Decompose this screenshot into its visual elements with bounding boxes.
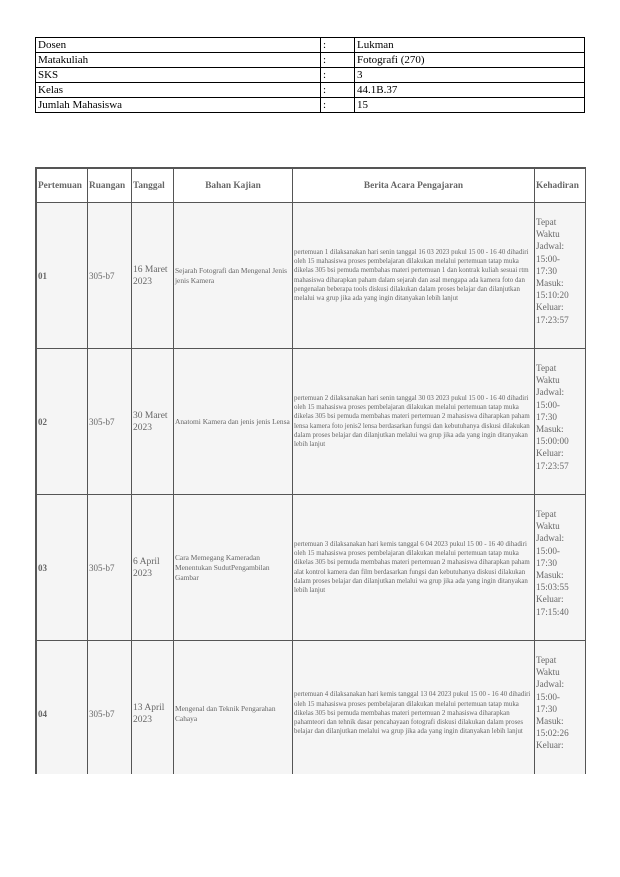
attendance-line: Waktu	[536, 229, 560, 240]
topic-cell: Sejarah Fotografi dan Mengenal Jenis jenis Kamera	[174, 203, 293, 349]
topic-cell: Cara Memegang Kameradan Menentukan SudutPengambilan Gambar	[174, 495, 293, 641]
attendance-line: Tepat	[536, 509, 557, 519]
info-separator: :	[321, 38, 355, 53]
header-berita-acara: Berita Acara Pengajaran	[293, 169, 535, 203]
course-info-row	[36, 38, 585, 53]
attendance-table-container	[35, 167, 586, 774]
attendance-line: 17:23:57	[536, 314, 569, 325]
meeting-row	[37, 495, 586, 641]
attendance-table	[36, 168, 586, 774]
info-value: Lukman	[355, 38, 585, 53]
meeting-row	[37, 203, 586, 349]
attendance-line: Tepat	[536, 363, 557, 373]
info-label: Matakuliah	[36, 53, 321, 68]
attendance-line: 17:30	[536, 411, 557, 422]
attendance-line: Masuk:	[536, 278, 564, 289]
attendance-line: 15:00-	[536, 545, 560, 556]
info-separator: :	[321, 83, 355, 98]
attendance-line: Keluar:	[536, 594, 564, 605]
room-cell: 305-b7	[88, 641, 132, 775]
attendance-line: 15:00-	[536, 253, 560, 264]
course-info-row	[36, 53, 585, 68]
attendance-cell	[535, 495, 586, 641]
meeting-number: 04	[37, 641, 88, 775]
attendance-line: Tepat	[536, 655, 557, 665]
attendance-line: Keluar:	[536, 448, 564, 459]
header-tanggal: Tanggal	[132, 169, 174, 203]
attendance-line: Keluar:	[536, 302, 564, 313]
attendance-body	[37, 203, 586, 775]
meeting-row	[37, 349, 586, 495]
attendance-line: 15:00-	[536, 691, 560, 702]
date-cell: 16 Maret 2023	[132, 203, 174, 349]
attendance-line: Jadwal:	[536, 533, 565, 544]
info-separator: :	[321, 53, 355, 68]
attendance-line: 17:30	[536, 703, 557, 714]
attendance-line: Masuk:	[536, 424, 564, 435]
report-cell: pertemuan 2 dilaksanakan hari senin tanggal 30 03 2023 pukul 15 00 - 16 40 dihadiri oleh 15 mahasiswa proses pembelajaran dilakukan melalui pertemuan tatap muka dikelas 305 bsi pemuda membahas materi pertemuan 2 mahasiswa diharapkan paham lensa kamera foto jenis2 lensa berdasarkan fungsi dan kebutuhanya diskusi dilakukan dalam proses belajar dan dilanjutkan melalui wa grup jika ada yang ingin ditanyakan lebih lanjut	[293, 349, 535, 495]
info-value: 44.1B.37	[355, 83, 585, 98]
course-info-row	[36, 68, 585, 83]
attendance-cell	[535, 349, 586, 495]
attendance-line: Masuk:	[536, 570, 564, 581]
report-cell: pertemuan 3 dilaksanakan hari kemis tanggal 6 04 2023 pukul 15 00 - 16 40 dihadiri oleh 15 mahasiswa proses pembelajaran dilakukan melalui pertemuan tatap muka dikelas 305 bsi pemuda membahas materi pertemuan 2 mahasiswa diharapkan paham alat kontrol kamera dan film berdasarkan fungsi dan kebutuhanya diskusi dilakukan dalam proses belajar dan dilanjutkan melalui wa grup jika ada yang ingin ditanyakan lebih lanjut	[293, 495, 535, 641]
attendance-line: 15:02:26	[536, 728, 569, 739]
info-value: 15	[355, 98, 585, 113]
meeting-row	[37, 641, 586, 775]
meeting-number: 01	[37, 203, 88, 349]
attendance-line: Waktu	[536, 667, 560, 678]
info-value: 3	[355, 68, 585, 83]
course-info-body	[36, 38, 585, 113]
meeting-number: 02	[37, 349, 88, 495]
room-cell: 305-b7	[88, 349, 132, 495]
attendance-line: 15:10:20	[536, 290, 569, 301]
date-cell: 30 Maret 2023	[132, 349, 174, 495]
attendance-line: Tepat	[536, 217, 557, 227]
course-info-table	[35, 37, 585, 113]
topic-cell: Anatomi Kamera dan jenis jenis Lensa	[174, 349, 293, 495]
attendance-line: Waktu	[536, 375, 560, 386]
meeting-number: 03	[37, 495, 88, 641]
attendance-cell	[535, 203, 586, 349]
info-value: Fotografi (270)	[355, 53, 585, 68]
info-label: Jumlah Mahasiswa	[36, 98, 321, 113]
attendance-cell	[535, 641, 586, 775]
attendance-line: 17:23:57	[536, 460, 569, 471]
attendance-line: Waktu	[536, 521, 560, 532]
attendance-line: Keluar:	[536, 740, 564, 751]
info-label: Kelas	[36, 83, 321, 98]
room-cell: 305-b7	[88, 495, 132, 641]
info-label: SKS	[36, 68, 321, 83]
date-cell: 6 April 2023	[132, 495, 174, 641]
course-info-row	[36, 98, 585, 113]
attendance-line: 15:03:55	[536, 582, 569, 593]
attendance-line: 15:00-	[536, 399, 560, 410]
date-cell: 13 April 2023	[132, 641, 174, 775]
header-kehadiran: Kehadiran	[535, 169, 586, 203]
attendance-line: Jadwal:	[536, 241, 565, 252]
attendance-line: 17:30	[536, 265, 557, 276]
report-cell: pertemuan 4 dilaksanakan hari kemis tanggal 13 04 2023 pukul 15 00 - 16 40 dihadiri oleh 15 mahasiswa proses pembelajaran dilakukan melalui pertemuan tatap muka dikelas 305 bsi pemuda membahas materi pertemuan 2 mahasiswa diharapkan pahamteori dan tehnik dasar pencahayaan fotografi diskusi dilakukan dalam proses belajar dan dilanjutkan melalui wa grup jika ada yang ingin ditanyakan lebih lanjut	[293, 641, 535, 775]
attendance-line: Jadwal:	[536, 387, 565, 398]
info-separator: :	[321, 68, 355, 83]
info-label: Dosen	[36, 38, 321, 53]
course-info-row	[36, 83, 585, 98]
header-pertemuan: Pertemuan	[37, 169, 88, 203]
attendance-line: Jadwal:	[536, 679, 565, 690]
attendance-line: 17:30	[536, 557, 557, 568]
header-ruangan: Ruangan	[88, 169, 132, 203]
report-cell: pertemuan 1 dilaksanakan hari senin tanggal 16 03 2023 pukul 15 00 - 16 40 dihadiri oleh 15 mahasiswa proses pembelajaran dilakukan melalui pertemuan tatap muka dikelas 305 bsi pemuda membahas materi pertemuan 1 dan kontrak kuliah sesuai rtm mahasiswa diharapkan paham dalam sejarah dan asal mengapa ada kamera foto dan pengenalan beberapa tools diskusi dilakukan dalam proses belajar dan dilanjutkan melalui wa grup jika ada yang ingin ditanyakan lebih lanjut	[293, 203, 535, 349]
info-separator: :	[321, 98, 355, 113]
room-cell: 305-b7	[88, 203, 132, 349]
topic-cell: Mengenal dan Teknik Pengarahan Cahaya	[174, 641, 293, 775]
attendance-line: 15:00:00	[536, 436, 569, 447]
attendance-line: 17:15:40	[536, 606, 569, 617]
attendance-header-row	[37, 169, 586, 203]
attendance-line: Masuk:	[536, 716, 564, 727]
header-bahan-kajian: Bahan Kajian	[174, 169, 293, 203]
